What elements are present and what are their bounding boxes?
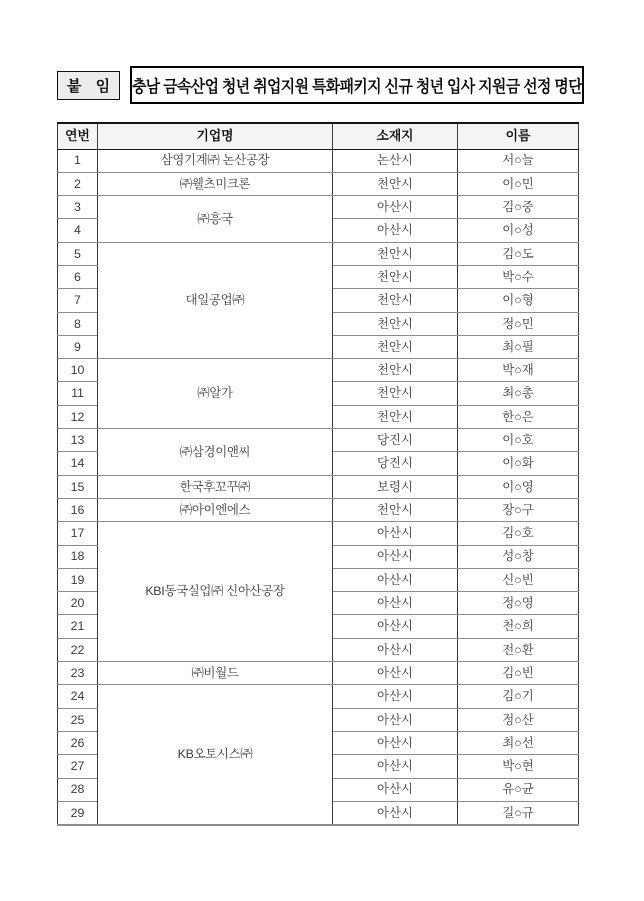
roster-table-head: [58, 123, 579, 149]
location-cell: 아산시: [333, 755, 458, 778]
row-number-cell: 18: [58, 545, 98, 568]
person-name-cell: 정○민: [458, 312, 579, 335]
table-row: [58, 242, 579, 265]
row-number-cell: 2: [58, 172, 98, 195]
location-cell: 아산시: [333, 731, 458, 754]
row-number-cell: 24: [58, 685, 98, 708]
table-row: [58, 149, 579, 172]
row-number-cell: 6: [58, 265, 98, 288]
row-number-cell: 12: [58, 405, 98, 428]
location-cell: 당진시: [333, 452, 458, 475]
page-title: 충남 금속산업 청년 취업지원 특화패키지 신규 청년 입사 지원금 선정 명단: [132, 78, 583, 96]
location-cell: 천안시: [333, 172, 458, 195]
company-cell: KBI동국실업㈜ 신아산공장: [98, 522, 333, 662]
person-name-cell: 김○빈: [458, 662, 579, 685]
location-cell: 아산시: [333, 662, 458, 685]
person-name-cell: 신○빈: [458, 568, 579, 591]
title-box: [130, 66, 584, 104]
location-cell: 아산시: [333, 801, 458, 824]
company-cell: ㈜알가: [98, 359, 333, 429]
table-row: [58, 475, 579, 498]
row-number-cell: 17: [58, 522, 98, 545]
location-cell: 아산시: [333, 638, 458, 661]
person-name-cell: 이○성: [458, 219, 579, 242]
person-name-cell: 최○선: [458, 731, 579, 754]
person-name-cell: 박○현: [458, 755, 579, 778]
location-cell: 아산시: [333, 219, 458, 242]
row-number-cell: 7: [58, 289, 98, 312]
attachment-label-box: [57, 71, 120, 100]
row-number-cell: 15: [58, 475, 98, 498]
location-cell: 아산시: [333, 592, 458, 615]
company-cell: ㈜삼경이앤씨: [98, 429, 333, 476]
person-name-cell: 김○기: [458, 685, 579, 708]
location-cell: 천안시: [333, 382, 458, 405]
column-header-name: 이름: [458, 123, 579, 149]
column-header-location: 소재지: [333, 123, 458, 149]
location-cell: 천안시: [333, 312, 458, 335]
row-number-cell: 28: [58, 778, 98, 801]
row-number-cell: 5: [58, 242, 98, 265]
header-row: [58, 123, 579, 149]
person-name-cell: 유○균: [458, 778, 579, 801]
person-name-cell: 서○늘: [458, 149, 579, 172]
person-name-cell: 성○창: [458, 545, 579, 568]
person-name-cell: 정○영: [458, 592, 579, 615]
location-cell: 보령시: [333, 475, 458, 498]
row-number-cell: 27: [58, 755, 98, 778]
roster-table-body: [58, 149, 579, 825]
table-row: [58, 685, 579, 708]
location-cell: 아산시: [333, 196, 458, 219]
company-cell: ㈜비월드: [98, 662, 333, 685]
table-row: [58, 196, 579, 219]
location-cell: 천안시: [333, 335, 458, 358]
row-number-cell: 20: [58, 592, 98, 615]
company-cell: ㈜흥국: [98, 196, 333, 243]
location-cell: 천안시: [333, 405, 458, 428]
person-name-cell: 이○민: [458, 172, 579, 195]
location-cell: 아산시: [333, 778, 458, 801]
company-cell: 대일공업㈜: [98, 242, 333, 358]
person-name-cell: 전○환: [458, 638, 579, 661]
row-number-cell: 16: [58, 498, 98, 521]
location-cell: 논산시: [333, 149, 458, 172]
row-number-cell: 19: [58, 568, 98, 591]
company-cell: 한국후꼬꾸㈜: [98, 475, 333, 498]
roster-table: [57, 122, 579, 826]
person-name-cell: 장○구: [458, 498, 579, 521]
row-number-cell: 1: [58, 149, 98, 172]
row-number-cell: 14: [58, 452, 98, 475]
location-cell: 아산시: [333, 708, 458, 731]
location-cell: 천안시: [333, 498, 458, 521]
company-cell: 삼영기계㈜ 논산공장: [98, 149, 333, 172]
table-row: [58, 498, 579, 521]
attachment-label: 붙 임: [66, 77, 116, 95]
row-number-cell: 11: [58, 382, 98, 405]
company-cell: ㈜웰츠미크론: [98, 172, 333, 195]
row-number-cell: 10: [58, 359, 98, 382]
person-name-cell: 김○호: [458, 522, 579, 545]
table-row: [58, 522, 579, 545]
person-name-cell: 천○희: [458, 615, 579, 638]
location-cell: 아산시: [333, 685, 458, 708]
location-cell: 아산시: [333, 615, 458, 638]
row-number-cell: 9: [58, 335, 98, 358]
person-name-cell: 김○도: [458, 242, 579, 265]
company-cell: KB오토시스㈜: [98, 685, 333, 825]
person-name-cell: 김○중: [458, 196, 579, 219]
table-row: [58, 429, 579, 452]
location-cell: 아산시: [333, 568, 458, 591]
location-cell: 천안시: [333, 359, 458, 382]
person-name-cell: 박○재: [458, 359, 579, 382]
person-name-cell: 이○화: [458, 452, 579, 475]
row-number-cell: 3: [58, 196, 98, 219]
person-name-cell: 이○호: [458, 429, 579, 452]
person-name-cell: 한○은: [458, 405, 579, 428]
location-cell: 아산시: [333, 545, 458, 568]
row-number-cell: 8: [58, 312, 98, 335]
row-number-cell: 23: [58, 662, 98, 685]
table-row: [58, 662, 579, 685]
person-name-cell: 길○규: [458, 801, 579, 824]
person-name-cell: 박○수: [458, 265, 579, 288]
location-cell: 천안시: [333, 265, 458, 288]
table-row: [58, 172, 579, 195]
person-name-cell: 이○영: [458, 475, 579, 498]
table-row: [58, 359, 579, 382]
person-name-cell: 정○산: [458, 708, 579, 731]
location-cell: 아산시: [333, 522, 458, 545]
person-name-cell: 최○필: [458, 335, 579, 358]
document-header: [57, 66, 584, 104]
row-number-cell: 29: [58, 801, 98, 824]
person-name-cell: 이○형: [458, 289, 579, 312]
row-number-cell: 21: [58, 615, 98, 638]
row-number-cell: 4: [58, 219, 98, 242]
row-number-cell: 22: [58, 638, 98, 661]
row-number-cell: 25: [58, 708, 98, 731]
column-header-company: 기업명: [98, 123, 333, 149]
location-cell: 당진시: [333, 429, 458, 452]
company-cell: ㈜아이엔에스: [98, 498, 333, 521]
location-cell: 천안시: [333, 242, 458, 265]
row-number-cell: 26: [58, 731, 98, 754]
person-name-cell: 최○총: [458, 382, 579, 405]
location-cell: 천안시: [333, 289, 458, 312]
column-header-no: 연번: [58, 123, 98, 149]
row-number-cell: 13: [58, 429, 98, 452]
